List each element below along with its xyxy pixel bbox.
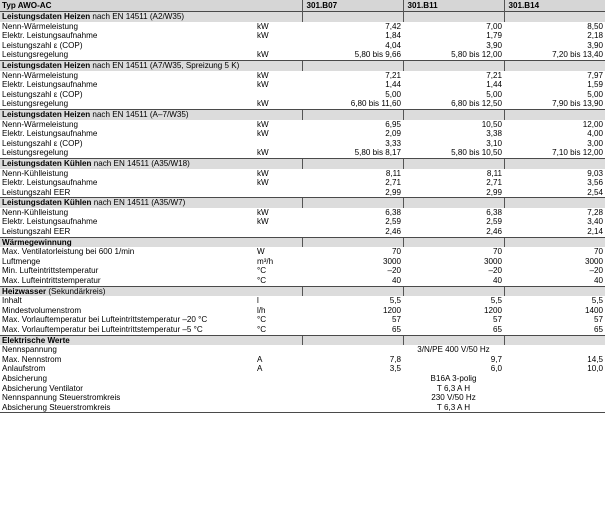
- table-row: [0, 345, 605, 355]
- row-label: Max. Lufteintrittstemperatur: [2, 276, 101, 286]
- row-label: Mindestvolumenstrom: [2, 305, 82, 315]
- row-value: 3/N/PE 400 V/50 Hz: [417, 345, 490, 355]
- table-row: [0, 315, 605, 325]
- section-subtitle: nach EN 14511 (A35/W7): [91, 198, 186, 208]
- value-1: 1,44: [385, 80, 401, 90]
- row-label: Elektr. Leistungsaufnahme: [2, 129, 98, 139]
- table-row: [0, 266, 605, 276]
- row-label: Absicherung: [2, 373, 47, 383]
- row-unit: W: [257, 247, 265, 257]
- row-unit: °C: [257, 325, 267, 334]
- table-row: [0, 139, 605, 149]
- table-row: [0, 188, 605, 198]
- table-row: [0, 325, 605, 335]
- table-row: [0, 227, 605, 237]
- table-row: [0, 355, 605, 365]
- row-label: Leistungszahl EER: [2, 227, 71, 237]
- row-unit: m³/h: [257, 256, 274, 266]
- table-row: [0, 247, 605, 257]
- table-row: [0, 90, 605, 100]
- row-value: B16A 3-polig: [430, 373, 477, 383]
- section-header: [0, 158, 605, 168]
- value-2: 3,10: [486, 138, 502, 148]
- row-unit: °C: [257, 266, 267, 276]
- row-label: Leistungszahl EER: [2, 187, 71, 197]
- section-title: Leistungsdaten Heizen: [2, 12, 91, 21]
- row-label: Min. Lufteintrittstemperatur: [2, 266, 99, 276]
- value-2: 1200: [483, 305, 502, 315]
- section-title: Elektrische Werte: [2, 335, 70, 345]
- value-2: 6,0: [490, 364, 502, 374]
- row-label: Nenn-Wärmeleistung: [2, 119, 79, 129]
- row-unit: kW: [257, 119, 269, 129]
- value-3: 5,00: [587, 89, 603, 99]
- row-unit: kW: [257, 168, 269, 178]
- row-label: Leistungszahl ε (COP): [2, 89, 83, 99]
- value-1: 2,71: [385, 178, 401, 188]
- value-2: 2,46: [486, 227, 502, 237]
- row-unit: kW: [257, 99, 269, 109]
- value-2: 8,11: [486, 168, 502, 178]
- row-label: Leistungszahl ε (COP): [2, 138, 83, 148]
- column-header-2: 301.B11: [403, 0, 504, 12]
- section-subtitle: nach EN 14511 (A2/W35): [90, 12, 185, 21]
- table-row: [0, 384, 605, 394]
- table-row: [0, 99, 605, 109]
- table-row: [0, 217, 605, 227]
- value-1: 7,42: [385, 21, 401, 31]
- row-unit: kW: [257, 21, 269, 31]
- row-label: Leistungsregelung: [2, 50, 69, 60]
- value-3: 3000: [584, 256, 603, 266]
- row-label: Nennspannung: [2, 345, 57, 355]
- table-row: [0, 71, 605, 81]
- value-1: 57: [391, 315, 401, 325]
- value-2: 5,80 bis 10,50: [451, 148, 502, 158]
- value-1: –20: [387, 266, 401, 276]
- spec-body: [0, 12, 605, 336]
- row-label: Nenn-Wärmeleistung: [2, 70, 79, 80]
- value-3: 7,97: [587, 70, 603, 80]
- column-header-1: 301.B07: [302, 0, 403, 12]
- table-row: [0, 41, 605, 51]
- value-1: 1,84: [385, 31, 401, 41]
- row-unit: l/h: [257, 305, 266, 315]
- value-2: 70: [492, 247, 502, 257]
- value-3: 12,00: [582, 119, 603, 129]
- value-2: 5,80 bis 12,00: [451, 50, 502, 60]
- row-label: Leistungszahl ε (COP): [2, 40, 83, 50]
- table-row: [0, 129, 605, 139]
- header-row: [0, 0, 605, 12]
- row-label: Elektr. Leistungsaufnahme: [2, 80, 98, 90]
- row-label: Absicherung Ventilator: [2, 383, 83, 393]
- value-1: 5,5: [389, 296, 401, 306]
- value-3: 5,5: [591, 296, 603, 306]
- table-row: [0, 178, 605, 188]
- row-value: 230 V/50 Hz: [431, 393, 476, 403]
- row-unit: A: [257, 364, 263, 374]
- table-row: [0, 120, 605, 130]
- table-row: [0, 306, 605, 316]
- value-3: 7,90 bis 13,90: [552, 99, 603, 109]
- row-unit: °C: [257, 276, 267, 286]
- row-unit: kW: [257, 80, 269, 90]
- row-unit: °C: [257, 315, 267, 325]
- row-label: Leistungsregelung: [2, 148, 69, 158]
- value-1: 6,38: [385, 207, 401, 217]
- electrical-section: [0, 335, 605, 413]
- value-1: 2,46: [385, 227, 401, 237]
- row-label: Anlaufstrom: [2, 364, 46, 374]
- value-3: 2,14: [587, 227, 603, 237]
- value-1: 3,33: [385, 138, 401, 148]
- value-2: 6,38: [486, 207, 502, 217]
- value-2: 1,79: [486, 31, 502, 41]
- value-2: 7,21: [486, 70, 502, 80]
- row-label: Nenn-Wärmeleistung: [2, 21, 79, 31]
- value-3: 3,40: [587, 217, 603, 227]
- table-row: [0, 148, 605, 158]
- row-unit: kW: [257, 50, 269, 60]
- section-title: Leistungsdaten Heizen: [2, 60, 91, 70]
- value-2: 65: [492, 325, 502, 334]
- section-header: [0, 109, 605, 119]
- table-row: [0, 276, 605, 286]
- section-title: Leistungsdaten Kühlen: [2, 158, 92, 168]
- row-unit: kW: [257, 31, 269, 41]
- table-row: [0, 374, 605, 384]
- value-3: 2,54: [587, 187, 603, 197]
- row-unit: kW: [257, 178, 269, 188]
- section-header: [0, 335, 605, 345]
- value-2: 6,80 bis 12,50: [451, 99, 502, 109]
- value-1: 6,80 bis 11,60: [350, 99, 401, 109]
- value-1: 4,04: [385, 40, 401, 50]
- value-2: 3000: [483, 256, 502, 266]
- value-1: 7,21: [385, 70, 401, 80]
- section-subtitle: nach EN 14511 (A–7/W35): [90, 109, 189, 119]
- column-header-3: 301.B14: [504, 0, 605, 12]
- row-label: Max. Ventilatorleistung bei 600 1/min: [2, 247, 135, 257]
- row-label: Absicherung Steuerstromkreis: [0, 403, 254, 413]
- section-subtitle: nach EN 14511 (A7/W35, Spreizung 5 K): [90, 60, 240, 70]
- value-1: 2,59: [385, 217, 401, 227]
- table-row: [0, 169, 605, 179]
- row-label: Inhalt: [2, 296, 22, 306]
- value-2: 1,44: [486, 80, 502, 90]
- row-unit: kW: [257, 70, 269, 80]
- value-2: 3,38: [486, 129, 502, 139]
- value-1: 2,09: [385, 129, 401, 139]
- value-2: 5,5: [490, 296, 502, 306]
- row-label: Luftmenge: [2, 256, 41, 266]
- value-2: 10,50: [481, 119, 502, 129]
- value-3: 4,00: [587, 129, 603, 139]
- value-1: 7,8: [389, 354, 401, 364]
- row-unit: [254, 188, 302, 198]
- value-2: 2,59: [486, 217, 502, 227]
- value-3: 3,90: [587, 40, 603, 50]
- row-unit: kW: [257, 207, 269, 217]
- row-unit: [254, 227, 302, 237]
- value-1: 3,5: [389, 364, 401, 374]
- section-header: [0, 237, 605, 247]
- value-3: 7,10 bis 12,00: [552, 148, 603, 158]
- table-row: [0, 257, 605, 267]
- value-3: 1400: [584, 305, 603, 315]
- value-3: 8,50: [587, 21, 603, 31]
- value-3: 14,5: [587, 354, 603, 364]
- type-title: Typ AWO-AC: [0, 0, 302, 12]
- value-1: 5,00: [385, 89, 401, 99]
- value-2: 9,7: [490, 354, 502, 364]
- row-label: Max. Vorlauftemperatur bei Lufteintrittstemperatur –5 °C: [2, 325, 203, 334]
- row-label: Leistungsregelung: [2, 99, 69, 109]
- row-label: Elektr. Leistungsaufnahme: [2, 217, 98, 227]
- value-1: 65: [391, 325, 401, 334]
- value-3: –20: [589, 266, 603, 276]
- row-unit: A: [257, 354, 263, 364]
- section-title: Wärmegewinnung: [2, 237, 72, 247]
- row-label: Nenn-Kühlleistung: [2, 168, 69, 178]
- row-label: Max. Nennstrom: [2, 354, 62, 364]
- value-1: 6,95: [385, 119, 401, 129]
- value-2: 7,00: [486, 21, 502, 31]
- table-row: [0, 364, 605, 374]
- row-value: T 6,3 A H: [436, 383, 471, 393]
- row-label: Nenn-Kühlleistung: [2, 207, 69, 217]
- value-3: 7,20 bis 13,40: [552, 50, 603, 60]
- value-3: 1,59: [587, 80, 603, 90]
- value-1: 2,99: [385, 187, 401, 197]
- value-1: 40: [391, 276, 401, 286]
- section-subtitle: (Sekundärkreis): [46, 286, 106, 296]
- row-unit: [254, 139, 302, 149]
- value-3: 7,28: [587, 207, 603, 217]
- section-title: Heizwasser: [2, 286, 47, 296]
- section-header: [0, 60, 605, 70]
- value-2: –20: [488, 266, 502, 276]
- value-1: 70: [391, 247, 401, 257]
- row-unit: kW: [257, 217, 269, 227]
- value-3: 3,56: [587, 178, 603, 188]
- value-1: 3000: [382, 256, 401, 266]
- value-3: 9,03: [587, 168, 603, 178]
- row-unit: [254, 90, 302, 100]
- table-row: [0, 80, 605, 90]
- table-row: [0, 393, 605, 403]
- value-2: 40: [492, 276, 502, 286]
- value-1: 5,80 bis 8,17: [354, 148, 401, 158]
- row-unit: kW: [257, 129, 269, 139]
- row-unit: kW: [257, 148, 269, 158]
- value-3: 65: [593, 325, 603, 334]
- row-value: T 6,3 A H: [302, 403, 605, 413]
- row-label: Max. Vorlauftemperatur bei Lufteintrittstemperatur –20 °C: [2, 315, 208, 325]
- value-2: 2,71: [486, 178, 502, 188]
- section-title: Leistungsdaten Heizen: [2, 109, 91, 119]
- value-2: 2,99: [486, 187, 502, 197]
- section-title: Leistungsdaten Kühlen: [2, 198, 92, 208]
- value-1: 5,80 bis 9,66: [354, 50, 401, 60]
- value-3: 2,18: [587, 31, 603, 41]
- value-1: 1200: [382, 305, 401, 315]
- section-header: [0, 198, 605, 208]
- row-label: Elektr. Leistungsaufnahme: [2, 31, 98, 41]
- value-3: 10,0: [587, 364, 603, 374]
- value-3: 3,00: [587, 138, 603, 148]
- section-header: [0, 12, 605, 22]
- section-header: [0, 286, 605, 296]
- value-3: 40: [593, 276, 603, 286]
- value-2: 5,00: [486, 89, 502, 99]
- table-row: [0, 50, 605, 60]
- row-label: Elektr. Leistungsaufnahme: [2, 178, 98, 188]
- row-unit: [254, 41, 302, 51]
- section-subtitle: nach EN 14511 (A35/W18): [91, 158, 190, 168]
- value-1: 8,11: [385, 168, 401, 178]
- table-row: [0, 296, 605, 306]
- value-2: 57: [492, 315, 502, 325]
- table-row: [0, 208, 605, 218]
- table-row: [0, 403, 605, 413]
- row-label: Nennspannung Steuerstromkreis: [2, 393, 121, 403]
- value-3: 70: [593, 247, 603, 257]
- value-3: 57: [593, 315, 603, 325]
- table-row: [0, 22, 605, 32]
- row-unit: l: [257, 296, 259, 306]
- value-2: 3,90: [486, 40, 502, 50]
- table-row: [0, 31, 605, 41]
